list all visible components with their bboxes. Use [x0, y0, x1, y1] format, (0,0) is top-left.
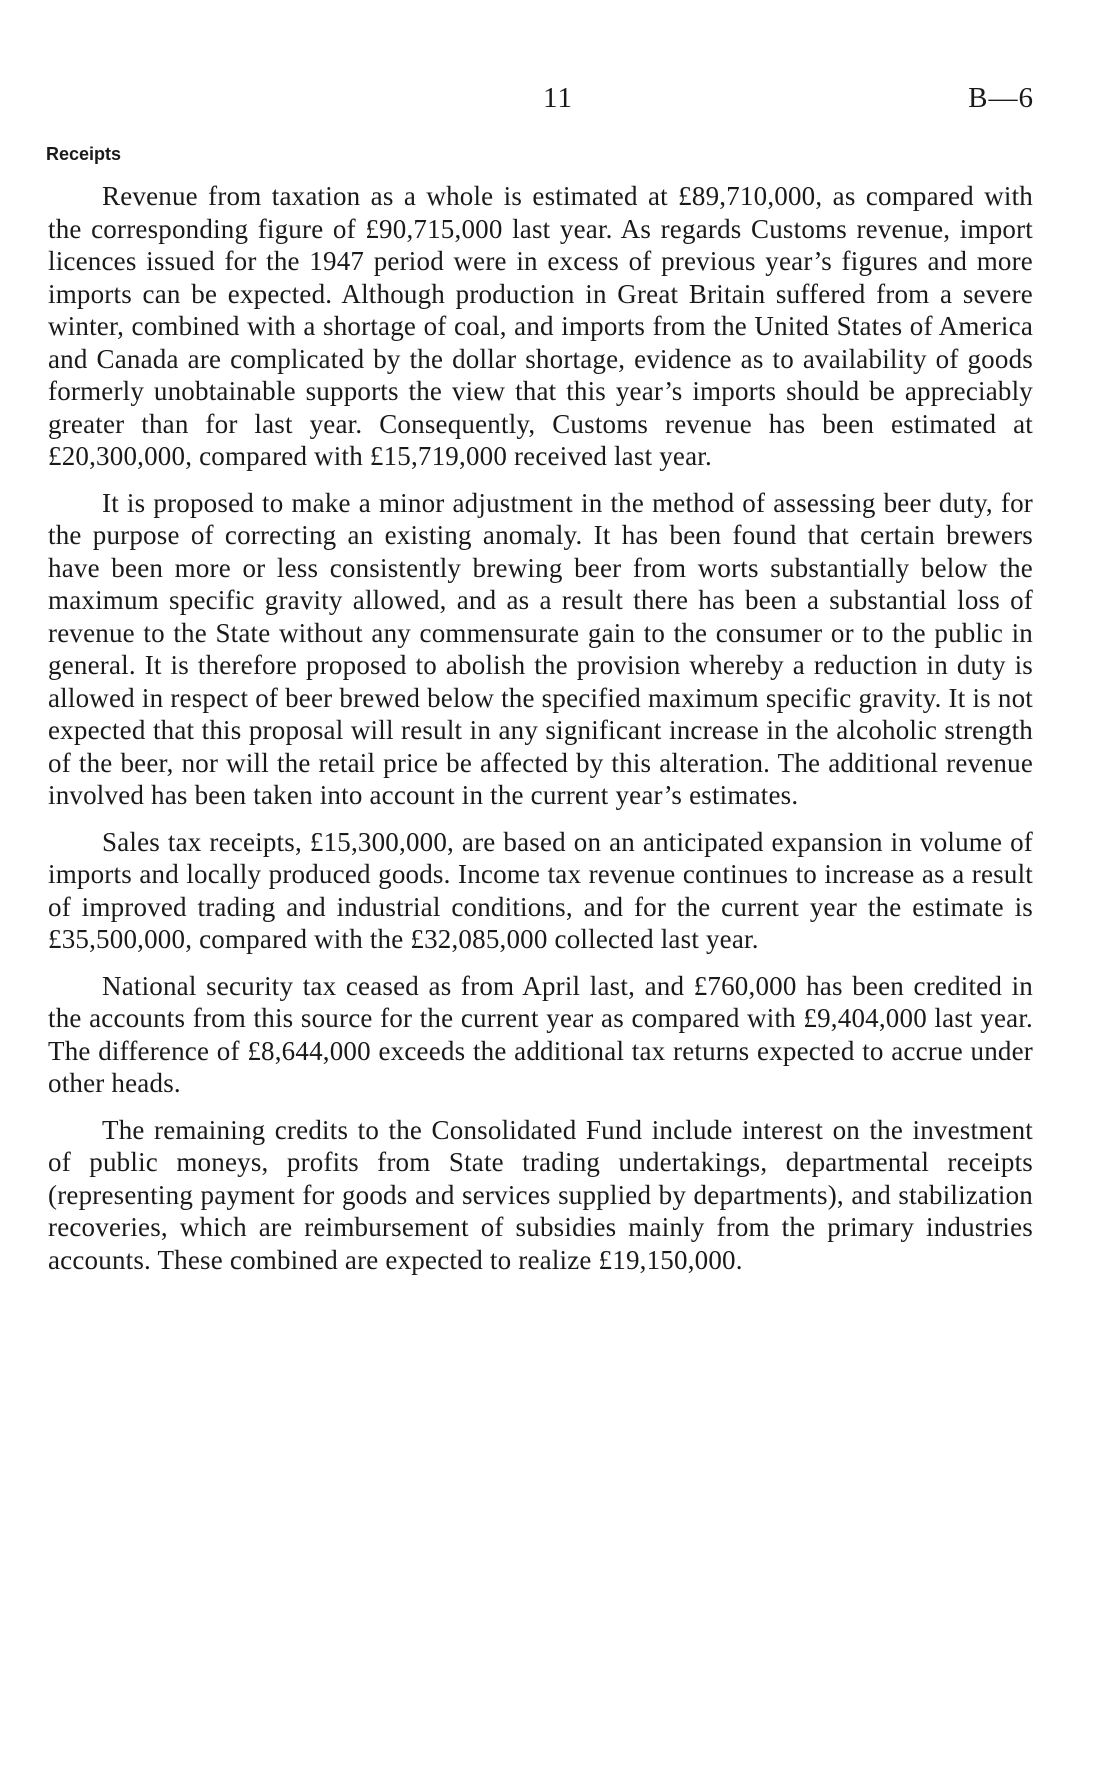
page-reference: B—6 [968, 82, 1034, 114]
body-text [48, 180, 1033, 1290]
section-heading: Receipts [46, 144, 122, 164]
paragraph-customs-revenue: Revenue from taxation as a whole is estimated at £89,710,000, as compared with the corresponding figure of £90,715,000 last year. As regards Customs revenue, import licences issued for the 1947 period were in excess of previous year’s figures and more imports can be expected. Although production in Great Britain suffered from a severe winter, combined with a shortage of coal, and imports from the United States of America and Canada are complicated by the dollar shortage, evidence as to availability of goods formerly unobtainable supports the view that this year’s imports should be appreciably greater than for last year. Consequently, Customs revenue has been estimated at £20,300,000, compared with £15,719,000 received last year. [48, 181, 1033, 471]
paragraph-consolidated-fund: The remaining credits to the Consolidated Fund include interest on the investment of public moneys, profits from State trading undertakings, departmental receipts (representing payment for goods and services supplied by departments), and stabilization recoveries, which are reimbursement of subsidies mainly from the primary industries accounts. These combined are expected to realize £19,150,000. [48, 1114, 1033, 1275]
page-number: 11 [543, 82, 573, 114]
paragraph-national-security-tax: National security tax ceased as from April last, and £760,000 has been credited in the accounts from this source for the current year as compared with £9,404,000 last year. The difference of £8,644,000 exceeds the additional tax returns expected to accrue under other heads. [48, 970, 1033, 1098]
paragraph-sales-income-tax: Sales tax receipts, £15,300,000, are based on an anticipated expansion in volume of imports and locally produced goods. Income tax revenue continues to increase as a result of improved trading and industrial conditions, and for the current year the estimate is £35,500,000, compared with the £32,085,000 collected last year. [48, 826, 1033, 954]
paragraph-beer-duty: It is proposed to make a minor adjustment in the method of assessing beer duty, for the purpose of correcting an existing anomaly. It has been found that certain brewers have been more or less consistently brewing beer from worts substantially below the maximum specific gravity allowed, and as a result there has been a substantial loss of revenue to the State without any commensurate gain to the consumer or to the public in general. It is therefore proposed to abolish the provision whereby a reduction in duty is allowed in respect of beer brewed below the specified maximum specific gravity. It is not expected that this proposal will result in any significant increase in the alcoholic strength of the beer, nor will the retail price be affected by this alteration. The additional revenue involved has been taken into account in the current year’s estimates. [48, 487, 1033, 810]
